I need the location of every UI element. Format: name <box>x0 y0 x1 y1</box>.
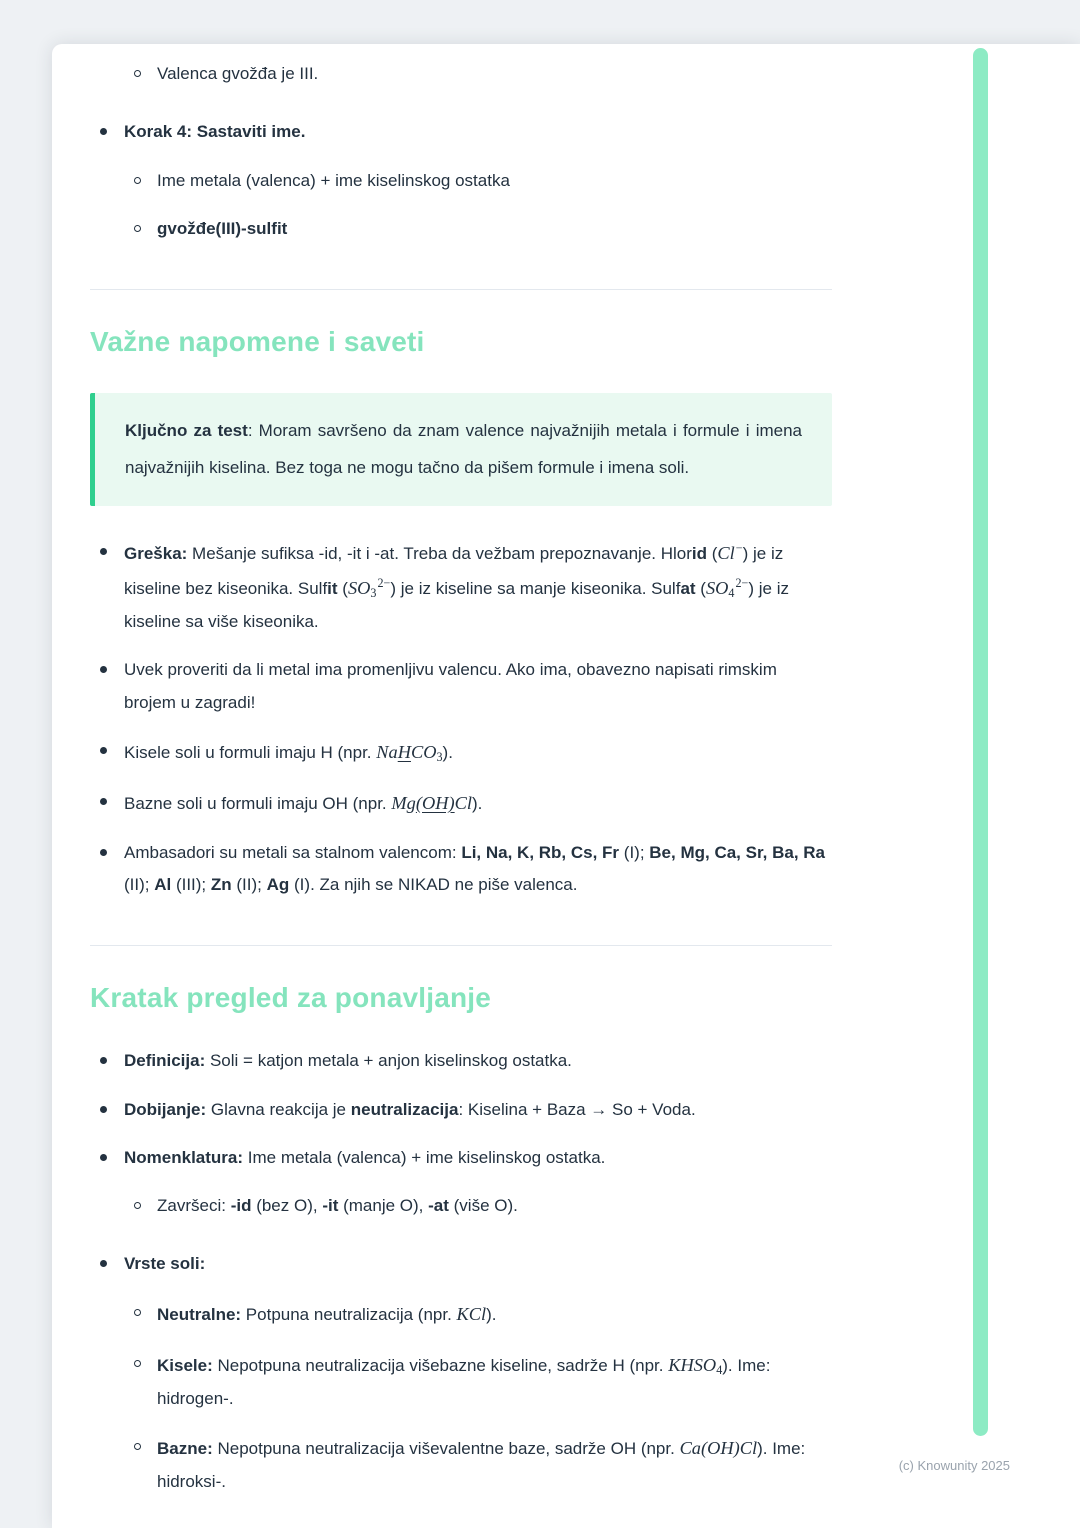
text-segment: Ključno za test <box>125 421 248 441</box>
list-item <box>90 116 832 148</box>
list-item <box>90 1045 832 1077</box>
list-item <box>90 536 832 638</box>
formula-text: Ca(OH)Cl <box>679 1437 758 1458</box>
text-segment: ) je iz kiseline sa manje kiseonika. Sulf <box>390 579 681 599</box>
text-segment: Be, Mg, Ca, Sr, Ba, Ra <box>649 842 826 862</box>
sub-list-item <box>90 58 832 90</box>
text-segment: Zn <box>210 874 232 894</box>
text-segment: Kisele: <box>157 1355 213 1375</box>
section-divider <box>90 289 832 290</box>
text-segment: Al <box>154 874 172 894</box>
text-segment: ). <box>486 1304 497 1324</box>
text-segment: -at <box>428 1196 449 1216</box>
text-segment: Ambasadori su metali sa stalnom valencom: <box>124 842 462 862</box>
sub-list-item <box>90 1431 832 1498</box>
list-item-text <box>124 1148 605 1167</box>
text-segment: : Kiselina + Baza → So + Voda. <box>458 1099 696 1119</box>
list-item <box>90 1094 832 1126</box>
formula-text: $SO_4^{2-}$ <box>705 575 749 601</box>
bullet-icon <box>100 798 107 805</box>
list-item-text <box>157 1305 497 1324</box>
formula-text: $KHSO_4$ <box>668 1354 723 1377</box>
text-segment: ). Ime: hidroksi-. <box>157 1438 806 1491</box>
list-item <box>90 1142 832 1174</box>
text-segment: Vrste soli: <box>124 1254 206 1274</box>
text-segment: Neutralne: <box>157 1304 242 1324</box>
list-item-text <box>124 1100 696 1119</box>
list-item-text <box>124 843 825 894</box>
text-segment: gvožđe(III)-sulfit <box>157 218 288 238</box>
list-item <box>90 1248 832 1280</box>
bullet-icon <box>100 849 107 856</box>
text-segment: Nepotpuna neutralizacija viševalentne baze, sadrže OH (npr. <box>212 1438 680 1458</box>
text-segment: ) je iz kiseline bez kiseonika. Sulf <box>124 544 784 599</box>
text-segment: Bazne: <box>157 1438 213 1458</box>
list-item-text <box>157 1196 518 1215</box>
text-segment: Ime metala (valenca) + ime kiselinskog ostatka. <box>243 1147 606 1167</box>
text-segment: Kisele soli u formuli imaju H (npr. <box>124 742 377 762</box>
circle-bullet-icon <box>134 1360 141 1367</box>
list-item-text <box>124 743 453 762</box>
text-segment: neutralizacija <box>350 1099 459 1119</box>
list-item-text <box>124 122 305 141</box>
bullet-list <box>90 58 832 245</box>
text-segment: at <box>680 579 696 599</box>
text-segment: (više O). <box>448 1196 518 1216</box>
list-item-text <box>124 794 482 813</box>
circle-bullet-icon <box>134 177 141 184</box>
text-segment: Ime metala (valenca) + ime kiselinskog ostatka <box>157 170 510 190</box>
list-item <box>90 786 832 821</box>
text-segment: -it <box>322 1196 339 1216</box>
text-segment: Dobijanje: <box>124 1099 207 1119</box>
document-content <box>90 58 832 1498</box>
formula-text: H <box>397 741 411 762</box>
copyright-footer: (c) Knowunity 2025 <box>898 1458 1010 1473</box>
text-segment: Valenca gvožđa je III. <box>157 64 319 83</box>
bullet-icon <box>100 1057 107 1064</box>
sub-list-item <box>90 1348 832 1415</box>
text-segment: Bazne soli u formuli imaju OH (npr. <box>124 793 392 813</box>
formula-text: KCl <box>456 1303 487 1324</box>
text-segment: ). <box>471 793 483 813</box>
bullet-icon <box>100 1106 107 1113</box>
circle-bullet-icon <box>134 1443 141 1450</box>
bullet-icon <box>100 1154 107 1161</box>
text-segment: Korak 4: Sastaviti ime. <box>124 122 306 142</box>
text-segment: ). <box>442 742 453 762</box>
text-segment: Greška: <box>124 544 188 564</box>
formula-text: Cl <box>454 792 472 813</box>
list-item-text <box>124 541 789 632</box>
text-segment: id <box>691 544 708 564</box>
document-page <box>52 44 1080 1528</box>
text-segment: ). Ime: hidrogen-. <box>157 1355 771 1408</box>
text-segment: Li, Na, K, Rb, Cs, Fr <box>461 842 620 862</box>
list-item <box>90 837 832 902</box>
circle-bullet-icon <box>134 70 141 77</box>
bullet-icon <box>100 747 107 754</box>
sub-list-item <box>90 1190 832 1222</box>
text-segment: Nomenklatura: <box>124 1147 244 1167</box>
section-heading: Važne napomene i saveti <box>90 326 425 358</box>
list-item-text <box>124 660 777 711</box>
scroll-indicator-bar[interactable] <box>973 48 988 1436</box>
circle-bullet-icon <box>134 225 141 232</box>
text-segment: Definicija: <box>124 1051 206 1071</box>
list-item-text <box>124 1254 205 1273</box>
bullet-list <box>90 1045 832 1498</box>
list-item <box>90 654 832 719</box>
list-item-text <box>157 64 318 83</box>
formula-text: Cl− <box>717 541 743 564</box>
list-item-text <box>157 1356 770 1408</box>
text-segment: it <box>327 579 338 599</box>
bullet-icon <box>100 1260 107 1267</box>
formula-text: Na <box>376 741 398 762</box>
section-divider <box>90 945 832 946</box>
bullet-icon <box>100 548 107 555</box>
text-segment: (II); <box>231 874 267 894</box>
text-segment: (III); <box>171 874 211 894</box>
key-note-callout <box>90 393 832 506</box>
list-item <box>90 735 832 770</box>
text-segment: ( <box>337 579 348 599</box>
list-item-text <box>157 219 287 238</box>
formula-text: (OH) <box>415 792 455 813</box>
text-segment: -id <box>230 1196 252 1216</box>
list-item-text <box>157 1439 805 1491</box>
text-segment: Nepotpuna neutralizacija višebazne kiseline, sadrže H (npr. <box>212 1355 669 1375</box>
text-segment: Potpuna neutralizacija (npr. <box>241 1304 457 1324</box>
text-segment: (bez O), <box>251 1196 323 1216</box>
text-segment: Glavna reakcija je <box>206 1099 351 1119</box>
text-segment: Soli = katjon metala + anjon kiselinskog ostatka. <box>205 1051 572 1071</box>
list-item-text <box>124 1051 572 1070</box>
text-segment: ( <box>707 544 718 564</box>
bullet-icon <box>100 666 107 673</box>
sub-list-item <box>90 165 832 197</box>
formula-text: Mg <box>391 792 416 813</box>
text-segment: ( <box>695 579 706 599</box>
text-segment: (I); <box>619 842 650 862</box>
text-segment: (manje O), <box>338 1196 429 1216</box>
formula-text: $CO_3$ <box>410 741 443 764</box>
text-segment: Uvek proveriti da li metal ima promenljivu valencu. Ako ima, obavezno napisati rimskim brojem u zagradi! <box>124 660 777 712</box>
text-segment: : Moram savršeno da znam valence najvažnijih metala i formule i imena najvažnijih kiselina. Bez toga ne mogu tačno da pišem formule i imena soli. <box>125 421 802 477</box>
text-segment: Mešanje sufiksa -id, -it i -at. Treba da vežbam prepoznavanje. Hlor <box>187 544 692 564</box>
sub-list-item <box>90 213 832 245</box>
list-item-text <box>157 171 510 190</box>
bullet-list <box>90 536 832 901</box>
formula-text: $SO_3^{2-}$ <box>347 575 391 601</box>
bullet-icon <box>100 128 107 135</box>
text-segment: (I). Za njih se NIKAD ne piše valenca. <box>289 874 578 894</box>
section-heading: Kratak pregled za ponavljanje <box>90 982 492 1014</box>
text-segment: (II); <box>124 874 155 894</box>
text-segment: ) je iz kiseline sa više kiseonika. <box>124 579 789 632</box>
sub-list-item <box>90 1297 832 1332</box>
circle-bullet-icon <box>134 1309 141 1316</box>
text-segment: Ag <box>266 874 290 894</box>
circle-bullet-icon <box>134 1202 141 1209</box>
text-segment: Završeci: <box>157 1196 231 1216</box>
